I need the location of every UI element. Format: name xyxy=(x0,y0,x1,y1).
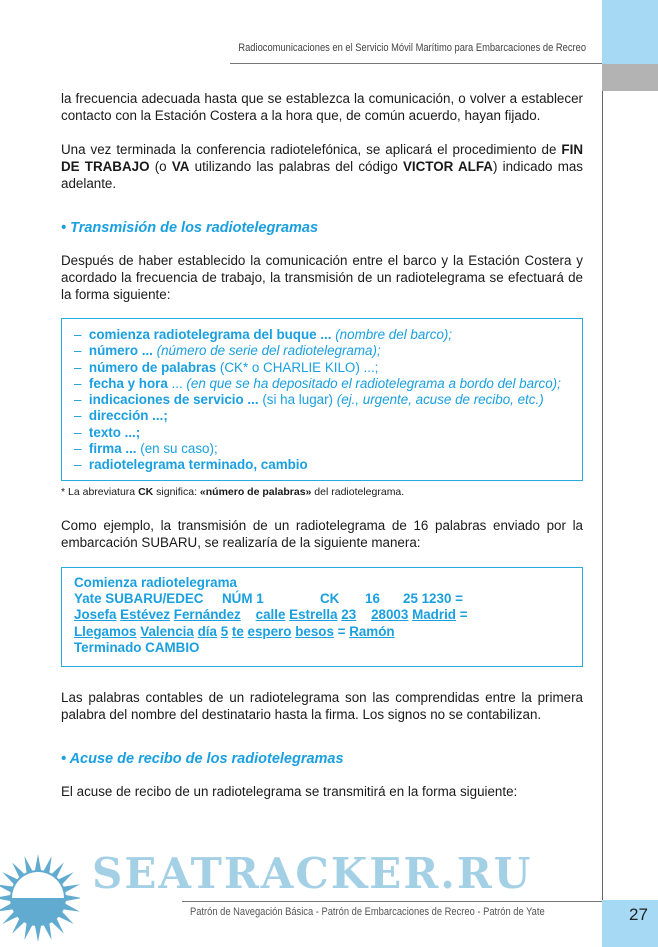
paragraph-3: Después de haber establecido la comunicación entre el barco y la Estación Costera y acordado la frecuencia de trabajo, la transmisión de un radiotelegrama se efectuará de la forma siguiente: xyxy=(61,253,583,302)
dash: – xyxy=(74,457,82,473)
sun-ray xyxy=(35,924,42,942)
sun-ray xyxy=(0,895,12,902)
example-word: Estrella xyxy=(289,607,338,623)
sun-ray xyxy=(61,884,79,893)
item-note: ... xyxy=(167,375,183,391)
sun-ray xyxy=(64,895,80,902)
sun-ray xyxy=(24,921,33,939)
section-heading: • Transmisión de los radiotelegramas xyxy=(61,220,319,236)
text: FIN DE TRABAJO xyxy=(61,142,583,174)
item-hint: (número de serie del radiotelegrama); xyxy=(152,343,381,359)
paragraph-6: El acuse de recibo de un radiotelegrama se transmitirá en la forma siguiente: xyxy=(61,784,518,800)
dash: – xyxy=(74,359,82,375)
example-word: besos xyxy=(295,623,334,639)
example-word: Llegamos xyxy=(74,623,137,639)
item-hint: (nombre del barco); xyxy=(331,327,453,342)
list-item xyxy=(74,327,572,343)
text: VICTOR ALFA xyxy=(402,159,493,174)
dash: – xyxy=(74,392,82,408)
footer-rule xyxy=(182,901,602,902)
text: del radiotelegrama. xyxy=(311,485,405,498)
item-label: comienza radiotelegrama del buque ... xyxy=(88,327,332,342)
text: Una vez terminada la conferencia radiotelefónica, se aplicará el procedimiento de xyxy=(61,142,562,157)
list-item xyxy=(74,441,572,457)
item-label: número ... xyxy=(88,343,153,359)
item-label: radiotelegrama terminado, cambio xyxy=(88,457,308,473)
example-word: te xyxy=(231,623,244,639)
dash: – xyxy=(74,375,82,391)
item-label: texto ...; xyxy=(88,424,141,440)
example-line xyxy=(74,591,582,607)
example-box xyxy=(61,567,583,667)
paragraph-1: la frecuencia adecuada hasta que se establezca la comunicación, o volver a establecer contacto con la Estación Costera a la hora que, de común acuerdo, hayan fijado. xyxy=(61,91,583,123)
sun-ray xyxy=(61,903,79,912)
text: 25 1230 = xyxy=(403,590,463,606)
example-word: 23 xyxy=(341,607,357,623)
text: 16 xyxy=(365,590,380,606)
item-note: (CK* o CHARLIE KILO) ...; xyxy=(216,359,379,375)
header-rule xyxy=(230,63,602,64)
list-item xyxy=(74,408,572,424)
text: «número de palabras» xyxy=(199,485,312,498)
item-hint: (ej., urgente, acuse de recibo, etc.) xyxy=(333,392,544,408)
list-item xyxy=(74,425,572,441)
sun-ray xyxy=(50,917,63,934)
sun-ray xyxy=(24,856,33,874)
example-word: Ramón xyxy=(349,623,395,639)
item-label: número de palabras xyxy=(88,359,217,375)
example-word: espero xyxy=(247,623,292,639)
text: significa: xyxy=(153,485,200,498)
item-note: (si ha lugar) xyxy=(258,392,334,408)
text: Yate SUBARU/EDEC xyxy=(74,590,204,606)
page-number: 27 xyxy=(629,905,648,924)
running-header: Radiocomunicaciones en el Servicio Móvil Marítimo para Embarcaciones de Recreo xyxy=(238,42,586,54)
example-word: día xyxy=(197,623,217,639)
dash: – xyxy=(74,424,82,440)
sun-ray xyxy=(35,854,42,872)
text: NÚM 1 xyxy=(222,590,264,606)
list-item xyxy=(74,392,572,408)
text: (o xyxy=(149,159,172,174)
example-word: = xyxy=(337,623,346,639)
example-word: Estévez xyxy=(120,607,171,623)
example-line xyxy=(74,607,582,623)
sun-ray xyxy=(43,856,52,874)
watermark: SEATRACKER.RU xyxy=(92,849,533,898)
item-label: fecha y hora xyxy=(88,375,168,391)
example-word: 28003 xyxy=(371,607,409,623)
text: ) indicado mas adelante. xyxy=(61,159,583,191)
example-word: calle xyxy=(255,607,286,623)
example-word: Fernández xyxy=(173,607,241,623)
dash: – xyxy=(74,408,82,424)
sun-ray xyxy=(43,921,52,939)
example-line: Terminado CAMBIO xyxy=(74,639,200,655)
sun-ray xyxy=(0,884,15,893)
dash: – xyxy=(74,327,82,342)
dash: – xyxy=(74,343,82,359)
example-line: Comienza radiotelegrama xyxy=(74,574,237,590)
list-item xyxy=(74,376,572,392)
text: VA xyxy=(171,159,190,174)
list-item xyxy=(74,457,572,473)
text: CK xyxy=(138,485,154,498)
text: utilizando las palabras del código xyxy=(189,159,403,174)
section-heading: • Acuse de recibo de los radiotelegramas xyxy=(61,751,344,768)
text: CK xyxy=(320,590,340,606)
edge-tab-gray xyxy=(602,64,658,91)
running-footer: Patrón de Navegación Básica - Patrón de Embarcaciones de Recreo - Patrón de Yate xyxy=(190,906,545,918)
text: La abreviatura xyxy=(65,485,139,498)
procedure-box xyxy=(61,318,583,481)
body-text xyxy=(61,90,583,800)
dash: – xyxy=(74,441,82,457)
example-word: = xyxy=(459,607,468,623)
footnote xyxy=(61,486,583,499)
paragraph-5: Las palabras contables de un radiotelegrama son las comprendidas entre la primera palabra del nombre del destinatario hasta la firma. Los signos no se contabilizan. xyxy=(61,690,583,723)
sun-logo-icon xyxy=(0,850,80,947)
example-word: Josefa xyxy=(74,607,117,623)
margin-line xyxy=(602,91,603,900)
item-note: (en su caso); xyxy=(136,441,218,457)
item-hint: (en que se ha depositado el radiotelegrama a bordo del barco); xyxy=(182,375,561,391)
example-word: 5 xyxy=(220,623,229,639)
list-item xyxy=(74,343,572,359)
list-item xyxy=(74,360,572,376)
paragraph-4: Como ejemplo, la transmisión de un radiotelegrama de 16 palabras enviado por la embarcación SUBARU, se realizaría de la siguiente manera: xyxy=(61,517,583,550)
example-line xyxy=(74,624,582,640)
paragraph-2 xyxy=(61,141,583,192)
sun-ray xyxy=(57,910,74,923)
item-label: indicaciones de servicio ... xyxy=(88,392,259,408)
sun-ray xyxy=(12,917,25,934)
edge-tab xyxy=(602,0,658,64)
sun-ray xyxy=(2,910,19,923)
text: * xyxy=(61,485,66,498)
example-word: Valencia xyxy=(140,623,194,639)
item-label: firma ... xyxy=(88,441,137,457)
example-word: Madrid xyxy=(412,607,456,623)
sun-ray xyxy=(0,903,15,912)
item-label: dirección ...; xyxy=(88,408,168,424)
